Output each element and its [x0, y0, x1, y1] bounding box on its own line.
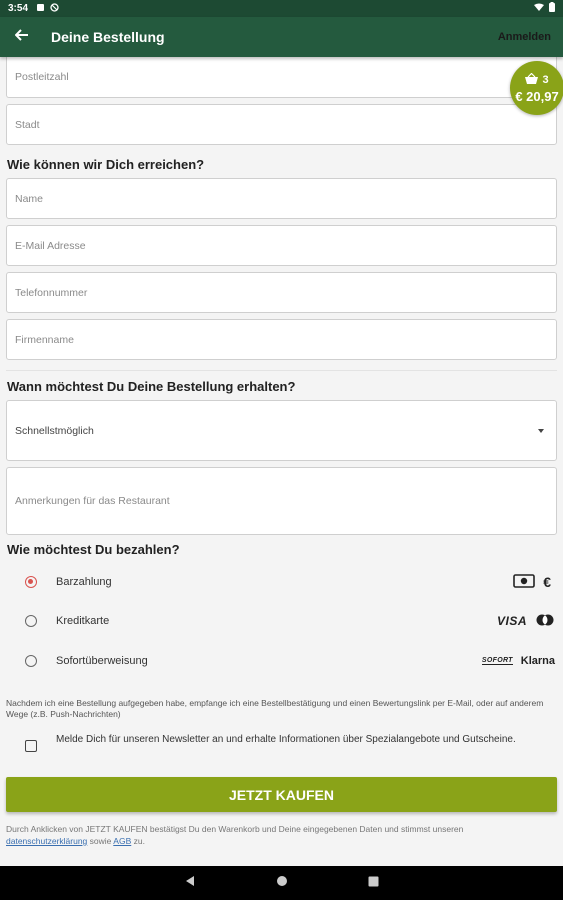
notification-icon [36, 3, 45, 15]
delivery-time-select[interactable] [6, 400, 557, 461]
privacy-policy-link[interactable]: datenschutzerklärung [6, 836, 88, 846]
cart-badge[interactable] [510, 61, 563, 115]
section-divider [6, 370, 557, 371]
system-nav-bar [0, 866, 563, 900]
name-placeholder: Name [15, 192, 44, 205]
mastercard-icon [535, 614, 555, 629]
cart-total: € 20,97 [515, 88, 559, 104]
terms-middle: sowie [89, 836, 112, 846]
payment-heading: Wie möchtest Du bezahlen? [7, 542, 180, 557]
payment-option-cash[interactable] [6, 567, 557, 597]
phone-input[interactable] [6, 272, 557, 313]
arrow-back-icon [15, 28, 29, 46]
remarks-placeholder: Anmerkungen für das Restaurant [15, 495, 170, 507]
nav-home-icon[interactable] [276, 874, 288, 892]
newsletter-option[interactable] [6, 731, 557, 761]
company-input[interactable] [6, 319, 557, 360]
postal-code-placeholder: Postleitzahl [15, 71, 69, 83]
agb-link[interactable]: AGB [113, 836, 132, 846]
company-placeholder: Firmenname [15, 333, 74, 346]
payment-option-card[interactable] [6, 606, 557, 636]
wifi-icon [534, 3, 544, 15]
payment-label-sofort: Sofortüberweisung [56, 655, 148, 667]
dropdown-arrow-icon [538, 429, 544, 433]
battery-icon [549, 2, 555, 15]
newsletter-checkbox[interactable] [25, 740, 37, 752]
terms-prefix: Durch Anklicken von JETZT KAUFEN bestätigst Du den Warenkorb und Deine eingegebenen Daten und stimmst unseren [6, 824, 464, 834]
status-bar [0, 0, 563, 17]
status-time: 3:54 [8, 3, 29, 14]
radio-card[interactable] [25, 615, 37, 627]
nav-back-icon[interactable] [184, 874, 196, 892]
email-placeholder: E-Mail Adresse [15, 239, 86, 252]
banknote-icon [513, 574, 535, 591]
payment-option-sofort[interactable] [6, 646, 557, 676]
visa-logo: VISA [496, 614, 527, 628]
name-input[interactable] [6, 178, 557, 219]
terms-text [6, 823, 557, 847]
app-bar [0, 17, 563, 57]
back-button[interactable] [2, 17, 42, 57]
sofort-logo: SOFORT [481, 657, 513, 664]
login-button[interactable]: Anmelden [497, 31, 551, 43]
page-title: Deine Bestellung [51, 29, 165, 45]
city-input[interactable] [6, 104, 557, 145]
email-input[interactable] [6, 225, 557, 266]
city-placeholder: Stadt [15, 118, 40, 131]
payment-label-card: Kreditkarte [56, 615, 110, 627]
nav-recents-icon[interactable] [368, 874, 379, 892]
euro-icon: € [543, 574, 551, 590]
confirmation-notice: Nachdem ich eine Bestellung aufgegeben habe, empfange ich eine Bestellbestätigung und einen Bewertungslink per E-Mail, oder auf anderem Wege (z.B. Push-Nachrichten) [6, 698, 544, 719]
cart-count: 3 [542, 73, 549, 86]
delivery-time-value: Schnellstmöglich [15, 424, 94, 437]
newsletter-label: Melde Dich für unseren Newsletter an und erhalte Informationen über Spezialangebote und Gutscheine. [56, 734, 516, 745]
radio-sofort[interactable] [25, 655, 37, 667]
contact-heading: Wie können wir Dich erreichen? [7, 157, 205, 172]
delivery-heading: Wann möchtest Du Deine Bestellung erhalten? [7, 379, 296, 394]
radio-cash[interactable] [25, 576, 37, 588]
buy-now-button[interactable]: JETZT KAUFEN [6, 777, 557, 812]
phone-placeholder: Telefonnummer [15, 286, 88, 299]
sync-icon [50, 3, 59, 15]
payment-label-cash: Barzahlung [56, 576, 112, 588]
remarks-input[interactable] [6, 467, 557, 535]
postal-code-input[interactable] [6, 57, 557, 98]
basket-icon [525, 73, 538, 87]
klarna-logo: Klarna [520, 655, 555, 667]
terms-suffix: zu. [133, 836, 145, 846]
